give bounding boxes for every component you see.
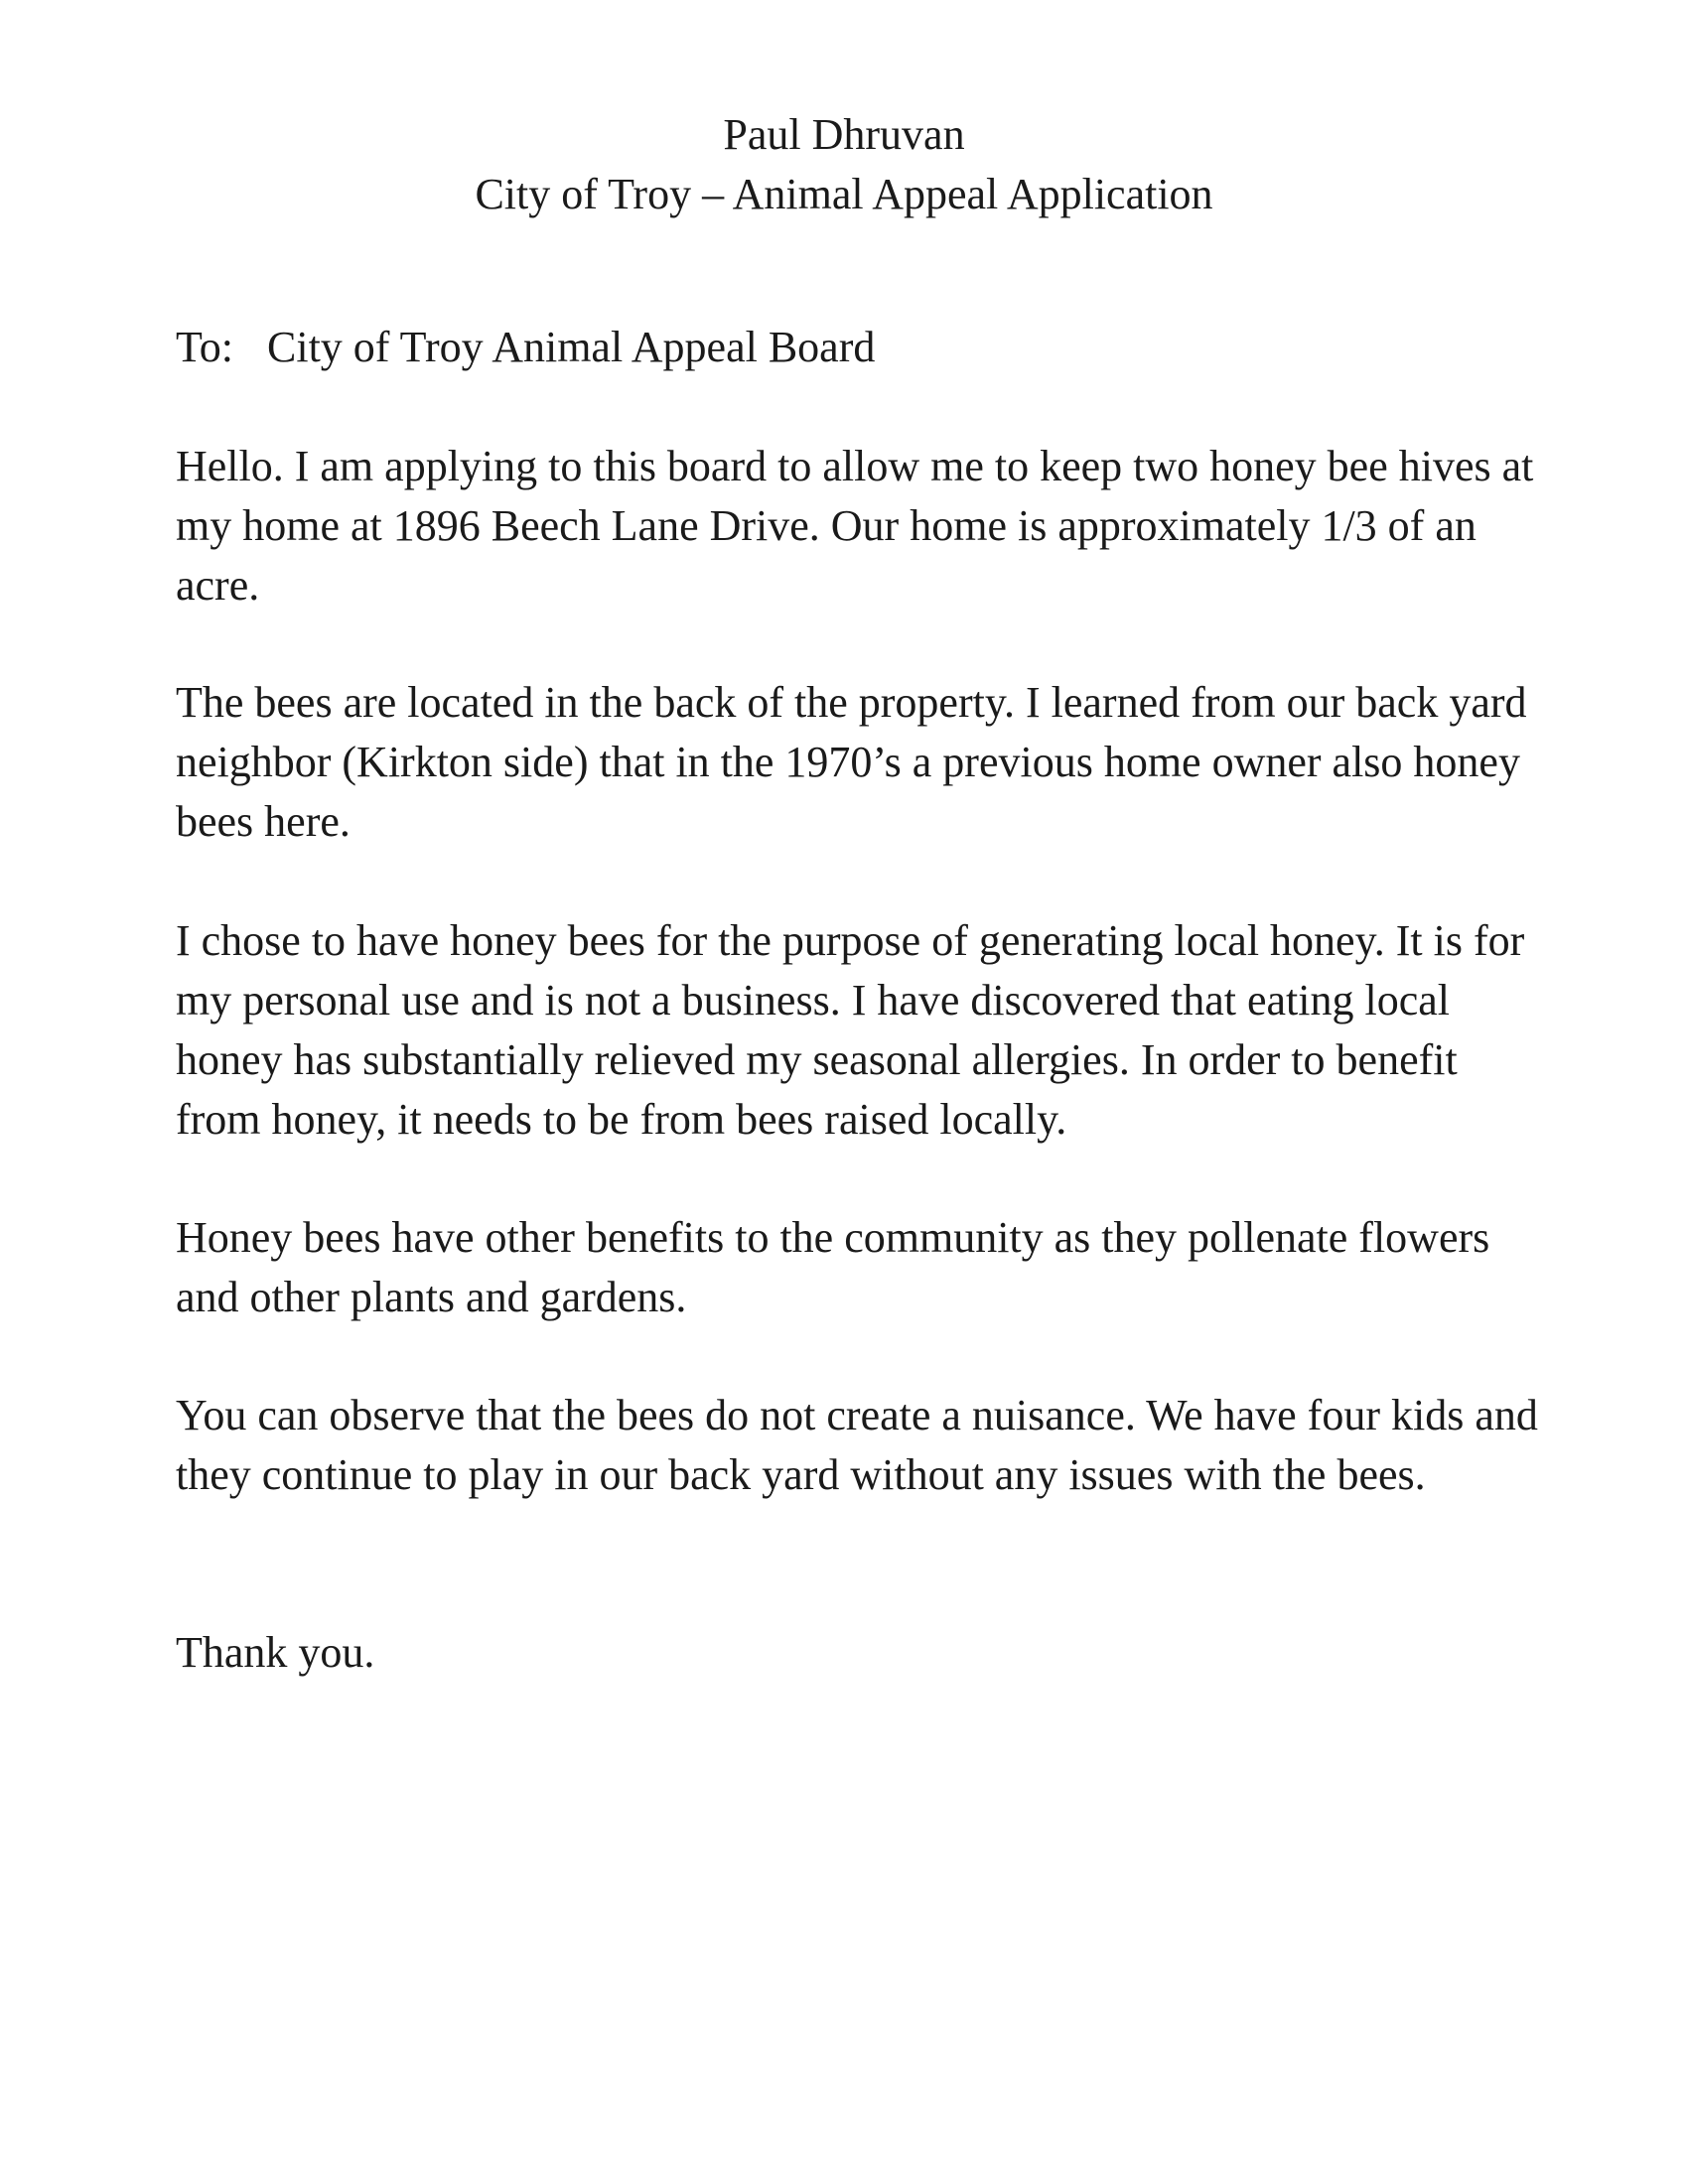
recipient-label: To: [176, 323, 234, 371]
paragraph-benefits: Honey bees have other benefits to the community as they pollenate flowers and other plants and gardens. [176, 1213, 1490, 1321]
recipient-value: City of Troy Animal Appeal Board [267, 323, 876, 371]
paragraph-closing: Thank you. [176, 1628, 375, 1677]
paragraph-intro: Hello. I am applying to this board to allow me to keep two honey bee hives at my home at 1896 Beech Lane Drive. Our home is approximately 1/3 of an acre. [176, 442, 1534, 610]
paragraph-nuisance: You can observe that the bees do not create a nuisance. We have four kids and they continue to play in our back yard without any issues with the bees. [176, 1391, 1538, 1499]
recipient-line [176, 318, 1546, 377]
paragraph-location: The bees are located in the back of the property. I learned from our back yard neighbor (Kirkton side) that in the 1970’s a previous home owner also honey bees here. [176, 678, 1527, 846]
application-title: City of Troy – Animal Appeal Application [475, 170, 1213, 218]
paragraph-purpose: I chose to have honey bees for the purpose of generating local honey. It is for my personal use and is not a business. I have discovered that eating local honey has substantially relieved my seasonal allergies. In order to benefit from honey, it needs to be from bees raised locally. [176, 916, 1525, 1144]
author-name: Paul Dhruvan [723, 110, 965, 159]
letter-header [0, 105, 1688, 224]
